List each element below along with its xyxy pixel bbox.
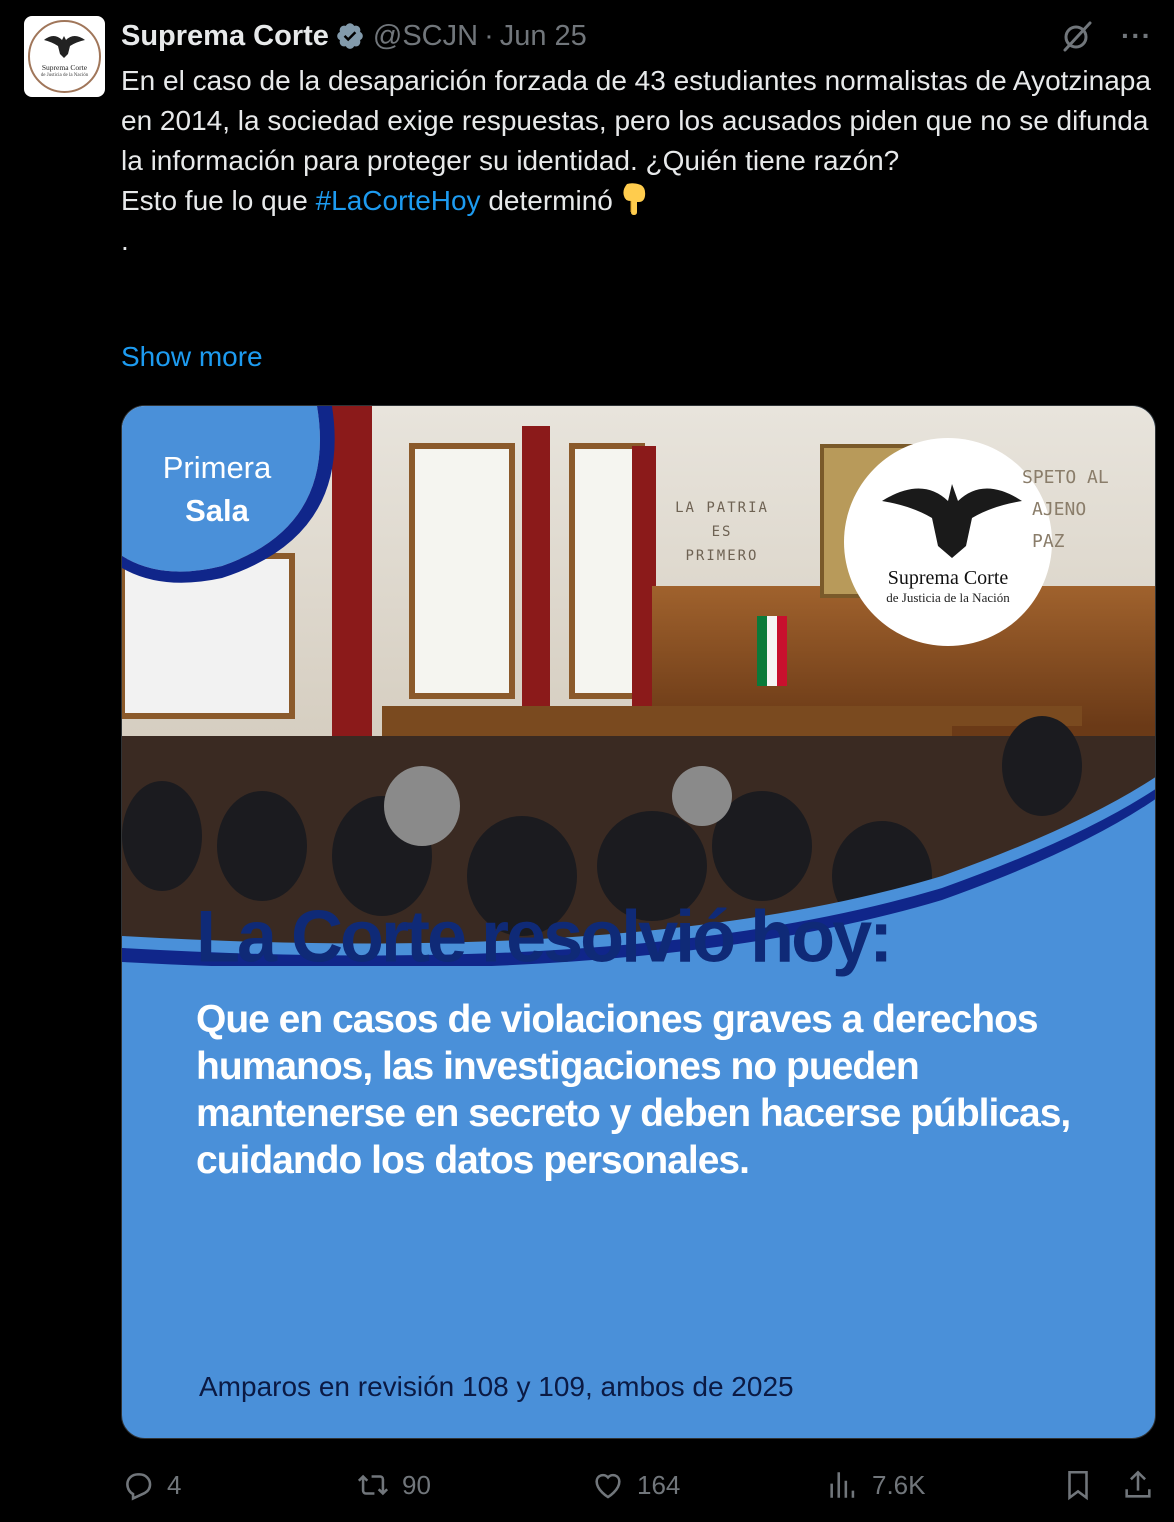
action-bar [121, 1465, 1156, 1505]
grok-icon[interactable] [1059, 18, 1095, 54]
avatar-logo-sub: de Justicia de la Nación [40, 73, 89, 78]
badge-line1: Primera [162, 450, 272, 485]
tweet-text-line1: En el caso de la desaparición forzada de 43 estudiantes normalistas de Ayotzinapa en 2014, la sociedad exige respuestas, pero los acusados piden que no se difunda la información para proteger su identidad. ¿Quién tiene razón? [121, 65, 1151, 176]
show-more-link[interactable]: Show more [121, 341, 263, 372]
like-button[interactable] [591, 1465, 680, 1505]
views-button[interactable] [826, 1465, 926, 1505]
tweet-date[interactable]: Jun 25 [499, 19, 587, 52]
tweet-text-prefix: Esto fue lo que [121, 185, 316, 216]
pointing-down-emoji-icon [619, 182, 649, 216]
repost-button[interactable] [356, 1465, 431, 1505]
more-options-icon[interactable]: ··· [1121, 20, 1152, 51]
eagle-logo-icon [42, 30, 87, 62]
reply-icon [121, 1468, 155, 1502]
bookmark-button[interactable] [1061, 1465, 1095, 1505]
views-icon [826, 1468, 860, 1502]
primera-sala-badge [122, 446, 312, 532]
heart-icon [591, 1468, 625, 1502]
author-handle[interactable]: @SCJN [372, 19, 479, 52]
verified-badge-icon[interactable] [335, 21, 365, 51]
reply-button[interactable] [121, 1465, 181, 1505]
tweet-header [121, 16, 587, 56]
avatar-logo-text: Suprema Corte [41, 63, 88, 72]
wall-right-line1: SPETO AL [1022, 467, 1109, 488]
views-count: 7.6K [872, 1469, 926, 1500]
wall-motto-right [1022, 462, 1152, 558]
wall-motto-line2: ES [711, 524, 733, 540]
top-icons [1059, 18, 1152, 54]
wall-right-line3: PAZ [1032, 531, 1065, 552]
repost-icon [356, 1468, 390, 1502]
reply-count: 4 [167, 1469, 182, 1500]
tweet-text [121, 61, 1161, 261]
author-name[interactable]: Suprema Corte [121, 19, 329, 52]
repost-count: 90 [402, 1469, 431, 1500]
bookmark-icon [1061, 1468, 1095, 1502]
seal-title: Suprema Corte [887, 567, 1009, 589]
card-headline: La Corte resolvió hoy: [196, 896, 891, 978]
wall-motto-line1: LA PATRIA [675, 500, 769, 516]
badge-line2: Sala [185, 493, 249, 528]
tweet-text-line2 [121, 181, 1161, 221]
share-icon [1121, 1468, 1155, 1502]
tweet-text-suffix: determinó [480, 185, 613, 216]
hashtag-link[interactable]: #LaCorteHoy [315, 185, 481, 216]
tweet-text-dot: . [121, 225, 129, 256]
card-body-text: Que en casos de violaciones graves a derechos humanos, las investigaciones no pueden mantenerse en secreto y deben hacerse públicas, cuidando los datos personales. [196, 998, 1071, 1182]
wall-right-line2: AJENO [1032, 499, 1087, 520]
wall-motto-line3: PRIMERO [685, 548, 759, 564]
like-count: 164 [637, 1469, 681, 1500]
media-card[interactable] [121, 405, 1156, 1439]
share-button[interactable] [1121, 1465, 1155, 1505]
seal-subtitle: de Justicia de la Nación [886, 590, 1010, 605]
card-footnote: Amparos en revisión 108 y 109, ambos de 2025 [199, 1371, 794, 1402]
header-separator: · [484, 19, 494, 52]
wall-motto [662, 496, 782, 568]
author-avatar[interactable] [24, 16, 105, 97]
